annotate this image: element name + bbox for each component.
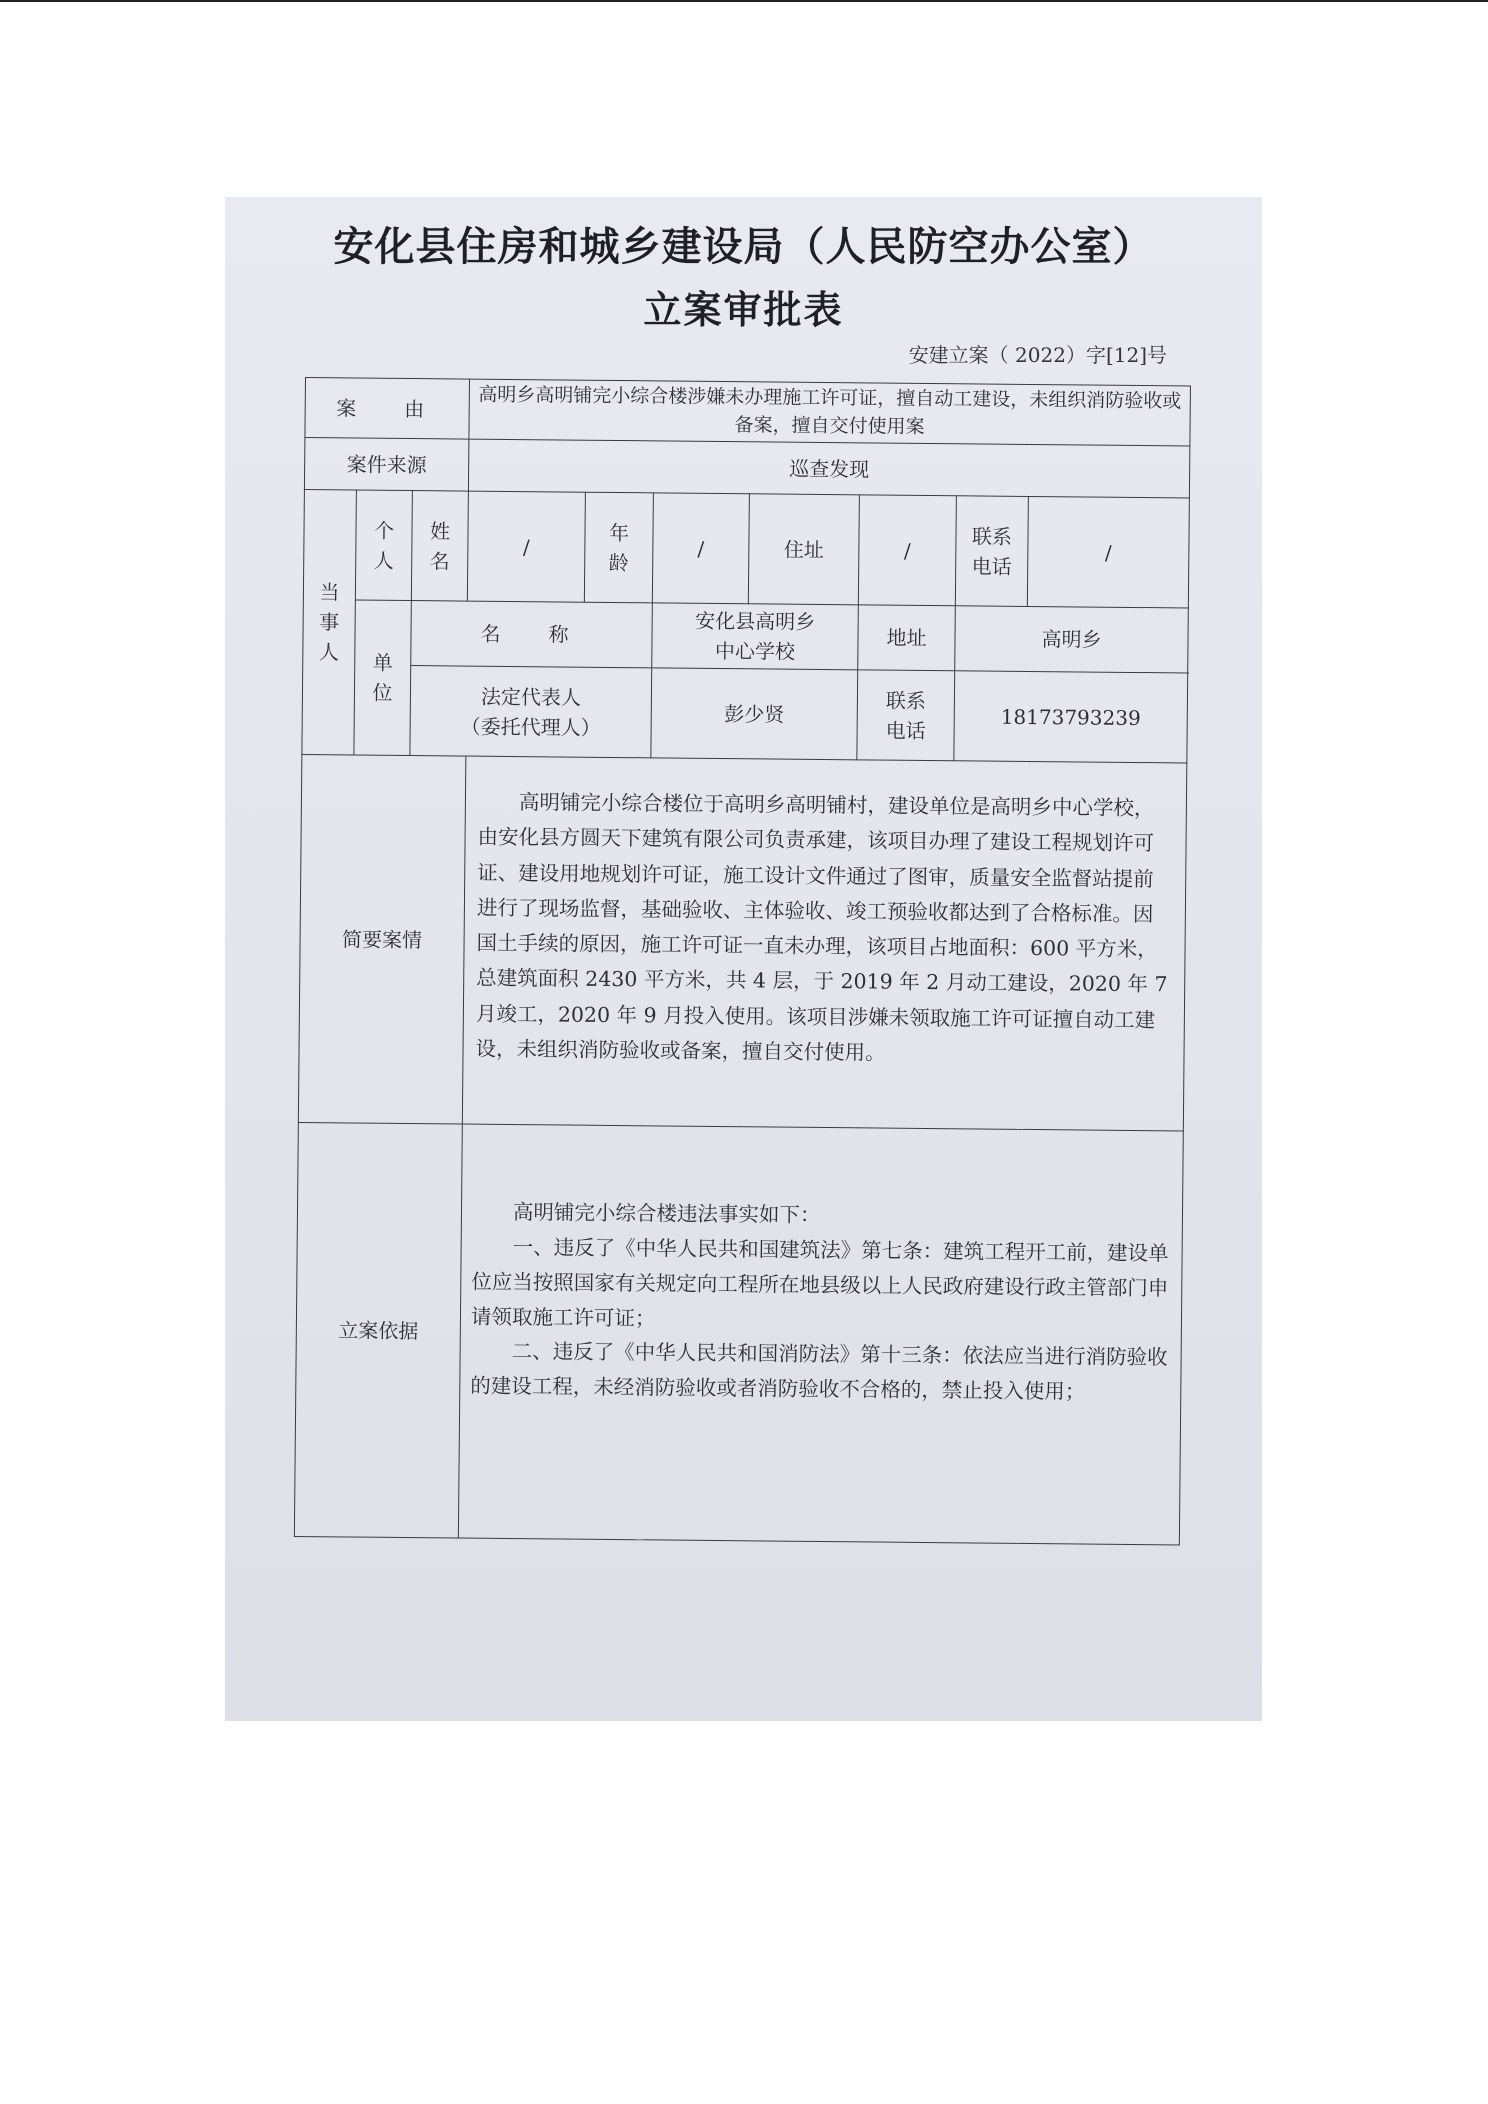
representative-phone-value: 18173793239 — [954, 671, 1188, 763]
page-top-border — [0, 0, 1488, 2]
phone-label: 联系 电话 — [955, 496, 1028, 607]
cause-row — [305, 378, 1191, 447]
unit-name-label: 名 称 — [411, 601, 653, 668]
basis-text — [458, 1124, 1183, 1545]
phone-value: / — [1027, 497, 1189, 609]
representative-label: 法定代表人 （委托代理人） — [410, 666, 652, 758]
representative-value: 彭少贤 — [651, 668, 858, 760]
age-value: / — [652, 493, 749, 604]
address-value: / — [858, 495, 956, 606]
basis-line: 高明铺完小综合楼违法事实如下： — [512, 1200, 821, 1228]
summary-text: 高明铺完小综合楼位于高明乡高明铺村，建设单位是高明乡中心学校，由安化县方圆天下建筑有限公司负责承建，该项目办理了建设工程规划许可证、建设用地规划许可证，施工设计文件通过了图审，质量安全监督站提前进行了现场监督，基础验收、主体验收、竣工预验收都达到了合格标准。因国土手续的原因，施工许可证一直未办理，该项目占地面积：600 平方米，总建筑面积 2430 平方米，共 4 层，于 2019 年 2 月动工建设，2020 年 7 月竣工，2020 年 9 月投入使用。该项目涉嫌未领取施工许可证擅自动工建设，未组织消防验收或备案，擅自交付使用。 — [462, 756, 1186, 1131]
unit-name-value: 安化县高明乡 中心学校 — [652, 603, 859, 670]
document-number: 安建立案（ 2022）字[12]号 — [908, 343, 1167, 367]
basis-row — [294, 1123, 1183, 1545]
unit-address-value: 高明乡 — [955, 606, 1189, 673]
name-value: / — [467, 491, 585, 602]
age-label: 年 龄 — [584, 492, 653, 603]
approval-form — [294, 377, 1190, 1549]
approval-table — [294, 377, 1191, 1546]
document-subtitle: 立案审批表 — [643, 288, 844, 332]
summary-row — [298, 755, 1186, 1131]
party-label: 当 事 人 — [302, 490, 357, 755]
cause-label: 案 由 — [305, 378, 470, 440]
source-row — [304, 438, 1189, 498]
unit-address-label: 地址 — [858, 605, 956, 671]
individual-row — [303, 490, 1189, 608]
unit-name-row — [303, 600, 1189, 673]
source-label: 案件来源 — [304, 438, 468, 492]
basis-label: 立案依据 — [294, 1123, 462, 1539]
name-label: 姓 名 — [411, 491, 468, 602]
cause-value: 高明乡高明铺完小综合楼涉嫌未办理施工许可证，擅自动工建设，未组织消防验收或备案，擅自交付使用案 — [469, 379, 1191, 446]
representative-phone-label: 联系 电话 — [857, 670, 955, 761]
document-title: 安化县住房和城乡建设局（人民防空办公室） — [333, 224, 1154, 270]
source-value: 巡查发现 — [468, 439, 1189, 498]
basis-line: 二、违反了《中华人民共和国消防法》第十三条：依法应当进行消防验收的建设工程，未经消防验收或者消防验收不合格的，禁止投入使用； — [470, 1339, 1168, 1404]
individual-label: 个 人 — [355, 490, 412, 601]
summary-label: 简要案情 — [298, 755, 466, 1125]
basis-line: 一、违反了《中华人民共和国建筑法》第七条：建筑工程开工前，建设单位应当按照国家有关规定向工程所在地县级以上人民政府建设行政主管部门申请领取施工许可证； — [470, 1234, 1169, 1331]
representative-row — [302, 665, 1188, 763]
unit-label: 单 位 — [354, 600, 411, 756]
document-photo — [225, 197, 1262, 1721]
address-label: 住址 — [748, 494, 859, 605]
